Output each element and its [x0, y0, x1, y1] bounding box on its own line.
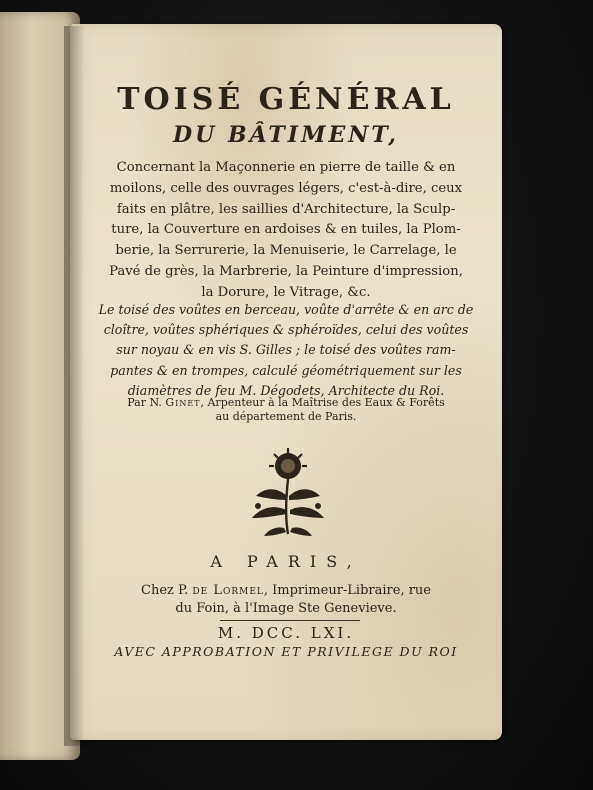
printer-prefix: Chez P.: [141, 583, 189, 598]
vaults-paragraph: [70, 300, 502, 401]
flower-ornament-icon: [238, 444, 338, 540]
vaults-line: sur noyau & en vis S. Gilles ; le toisé des voûtes ram-: [116, 342, 456, 358]
title-page: [70, 24, 502, 740]
description-line: faits en plâtre, les saillies d'Architecture, la Sculp-: [116, 201, 456, 217]
printer-trade: , Imprimeur-Libraire, rue: [263, 583, 431, 598]
description-line: Concernant la Maçonnerie en pierre de taille & en: [116, 160, 456, 175]
imprint-place: A PARIS,: [210, 552, 362, 571]
vaults-line: pantes & en trompes, calculé géométriquement sur les: [110, 362, 462, 378]
author-credit: [70, 396, 502, 424]
author-name: Ginet: [165, 396, 201, 409]
divider-rule: [220, 620, 360, 621]
author-prefix: Par N.: [127, 396, 162, 409]
printer-info: [70, 582, 502, 618]
title-line-2: DU BÂTIMENT,: [173, 122, 399, 148]
author-title: , Arpenteur à la Maîtrise des Eaux & Forêts: [200, 396, 445, 409]
description-line: Pavé de grès, la Marbrerie, la Peinture d'impression,: [109, 263, 463, 279]
title-line-1: TOISÉ GÉNÉRAL: [117, 82, 455, 117]
printer-address: du Foin, à l'Image Ste Genevieve.: [175, 601, 397, 616]
description-line: berie, la Serrurerie, la Menuiserie, le Carrelage, le: [115, 243, 457, 259]
description-line: ture, la Couverture en ardoises & en tuiles, la Plom-: [111, 222, 461, 238]
spine-shadow: [64, 26, 84, 746]
description-paragraph: [70, 158, 502, 304]
printer-name: de Lormel: [192, 583, 264, 598]
publication-year: M. DCC. LXI.: [217, 624, 355, 642]
author-department: au département de Paris.: [215, 410, 357, 423]
vaults-line: diamètres de feu M. Dégodets, Architecte du Roi.: [127, 382, 445, 398]
privilege-notice: AVEC APPROBATION ET PRIVILEGE DU ROI: [114, 644, 458, 659]
description-line: moilons, celle des ouvrages légers, c'est-à-dire, ceux: [109, 180, 463, 196]
vaults-line: Le toisé des voûtes en berceau, voûte d'arrête & en arc de: [98, 302, 474, 317]
vaults-line: cloître, voûtes sphériques & sphéroïdes, celui des voûtes: [103, 322, 469, 338]
description-line: la Dorure, le Vitrage, &c.: [201, 284, 371, 300]
